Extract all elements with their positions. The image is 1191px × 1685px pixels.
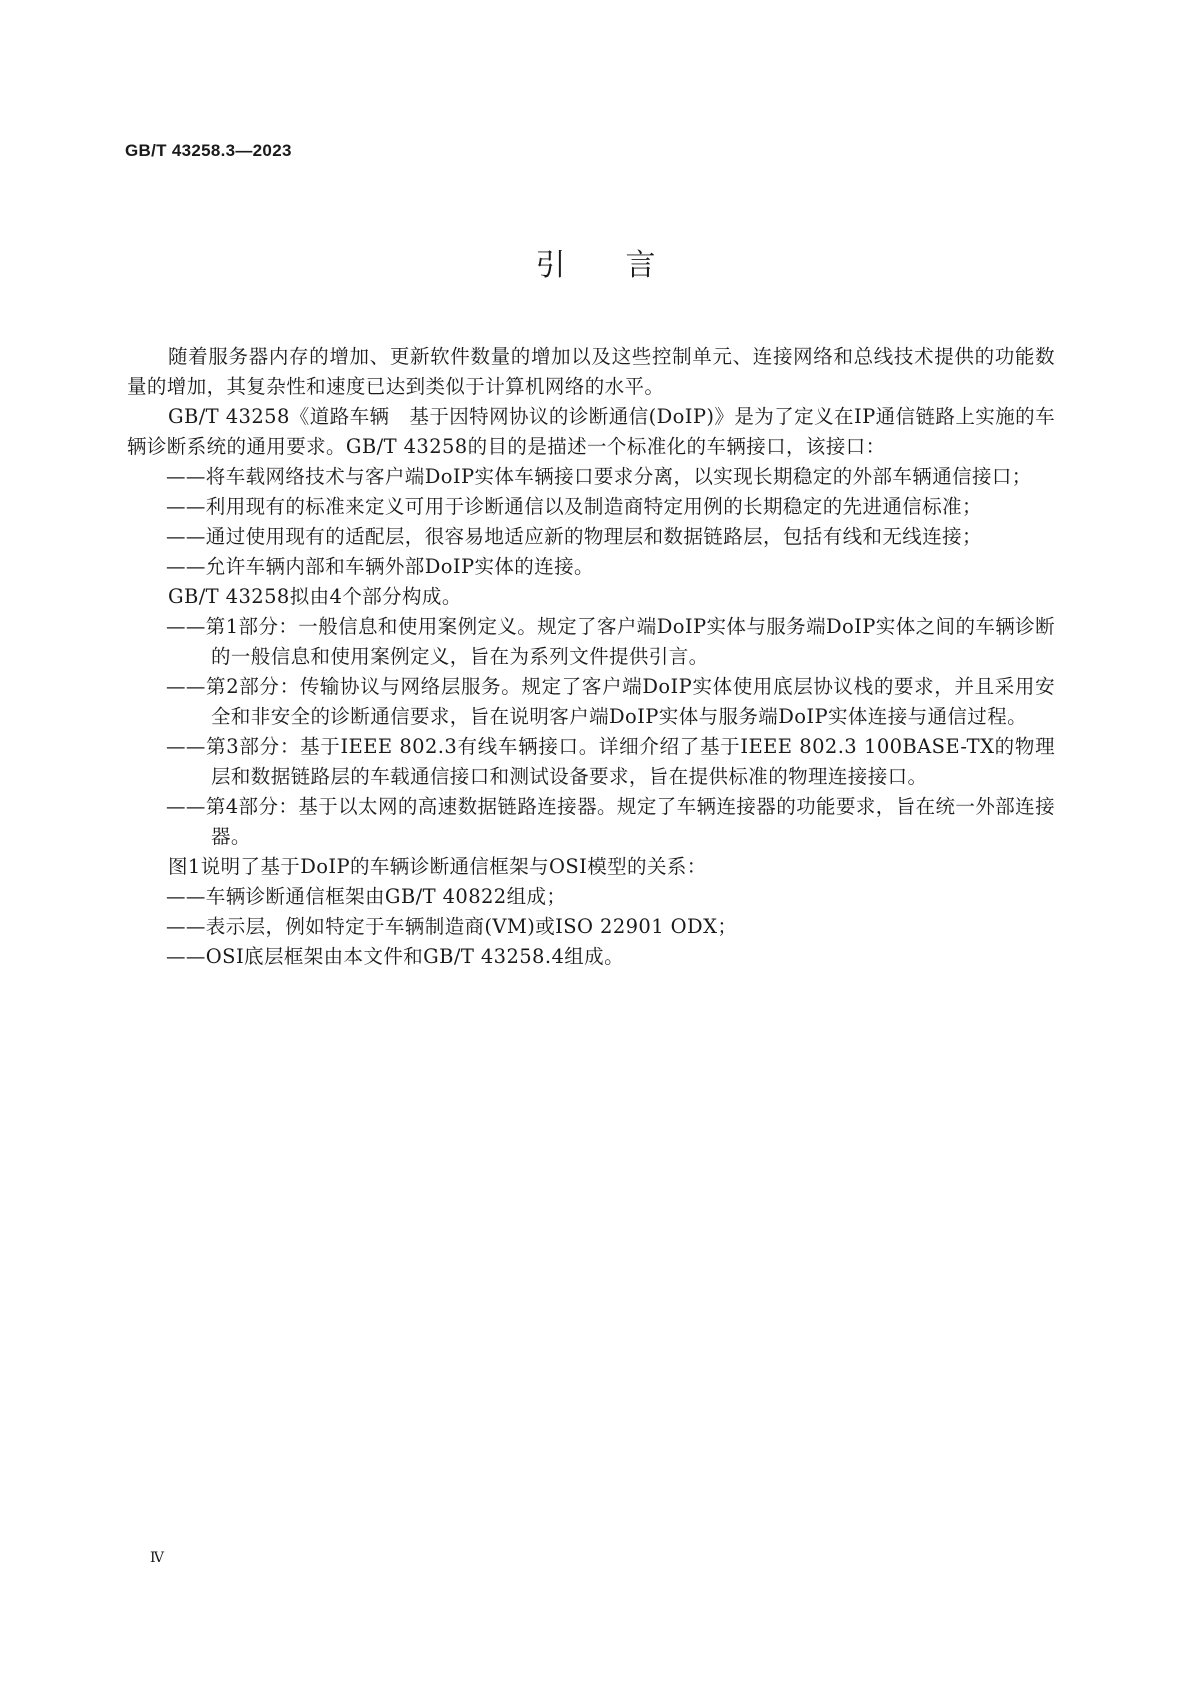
list-item: ——允许车辆内部和车辆外部DoIP实体的连接。 xyxy=(166,555,594,578)
paragraph: 随着服务器内存的增加、更新软件数量的增加以及这些控制单元、连接网络和总线技术提供的功能数量的增加，其复杂性和速度已达到类似于计算机网络的水平。 xyxy=(127,345,1055,398)
list-item: ——OSI底层框架由本文件和GB/T 43258.4组成。 xyxy=(166,945,624,968)
list-item: ——第1部分：一般信息和使用案例定义。规定了客户端DoIP实体与服务端DoIP实体之间的车辆诊断的一般信息和使用案例定义，旨在为系列文件提供引言。 xyxy=(166,615,1055,668)
list-item: ——第2部分：传输协议与网络层服务。规定了客户端DoIP实体使用底层协议栈的要求，并且采用安全和非安全的诊断通信要求，旨在说明客户端DoIP实体与服务端DoIP实体连接与通信过程。 xyxy=(166,675,1055,728)
list-item: ——车辆诊断通信框架由GB/T 40822组成； xyxy=(166,885,567,908)
standard-code: GB/T 43258.3—2023 xyxy=(125,141,292,160)
list-item: ——表示层，例如特定于车辆制造商(VM)或ISO 22901 ODX； xyxy=(166,915,738,938)
list-item: ——利用现有的标准来定义可用于诊断通信以及制造商特定用例的长期稳定的先进通信标准； xyxy=(166,495,982,518)
page-number: Ⅳ xyxy=(150,1550,164,1566)
list-item: ——第3部分：基于IEEE 802.3有线车辆接口。详细介绍了基于IEEE 802.3 100BASE-TX的物理层和数据链路层的车载通信接口和测试设备要求，旨在提供标准的物理连接接口。 xyxy=(166,735,1055,788)
list-item: ——第4部分：基于以太网的高速数据链路连接器。规定了车辆连接器的功能要求，旨在统一外部连接器。 xyxy=(166,795,1055,848)
page-title: 引言 xyxy=(535,248,716,283)
list-item: ——将车载网络技术与客户端DoIP实体车辆接口要求分离，以实现长期稳定的外部车辆通信接口； xyxy=(166,465,1032,488)
paragraph: 图1说明了基于DoIP的车辆诊断通信框架与OSI模型的关系： xyxy=(168,855,707,878)
paragraph: GB/T 43258《道路车辆 基于因特网协议的诊断通信(DoIP)》是为了定义在IP通信链路上实施的车辆诊断系统的通用要求。GB/T 43258的目的是描述一个标准化的车辆接口，该接口： xyxy=(127,405,1055,458)
list-item: ——通过使用现有的适配层，很容易地适应新的物理层和数据链路层，包括有线和无线连接； xyxy=(166,525,982,548)
paragraph: GB/T 43258拟由4个部分构成。 xyxy=(168,585,462,608)
body-text xyxy=(127,342,1055,972)
